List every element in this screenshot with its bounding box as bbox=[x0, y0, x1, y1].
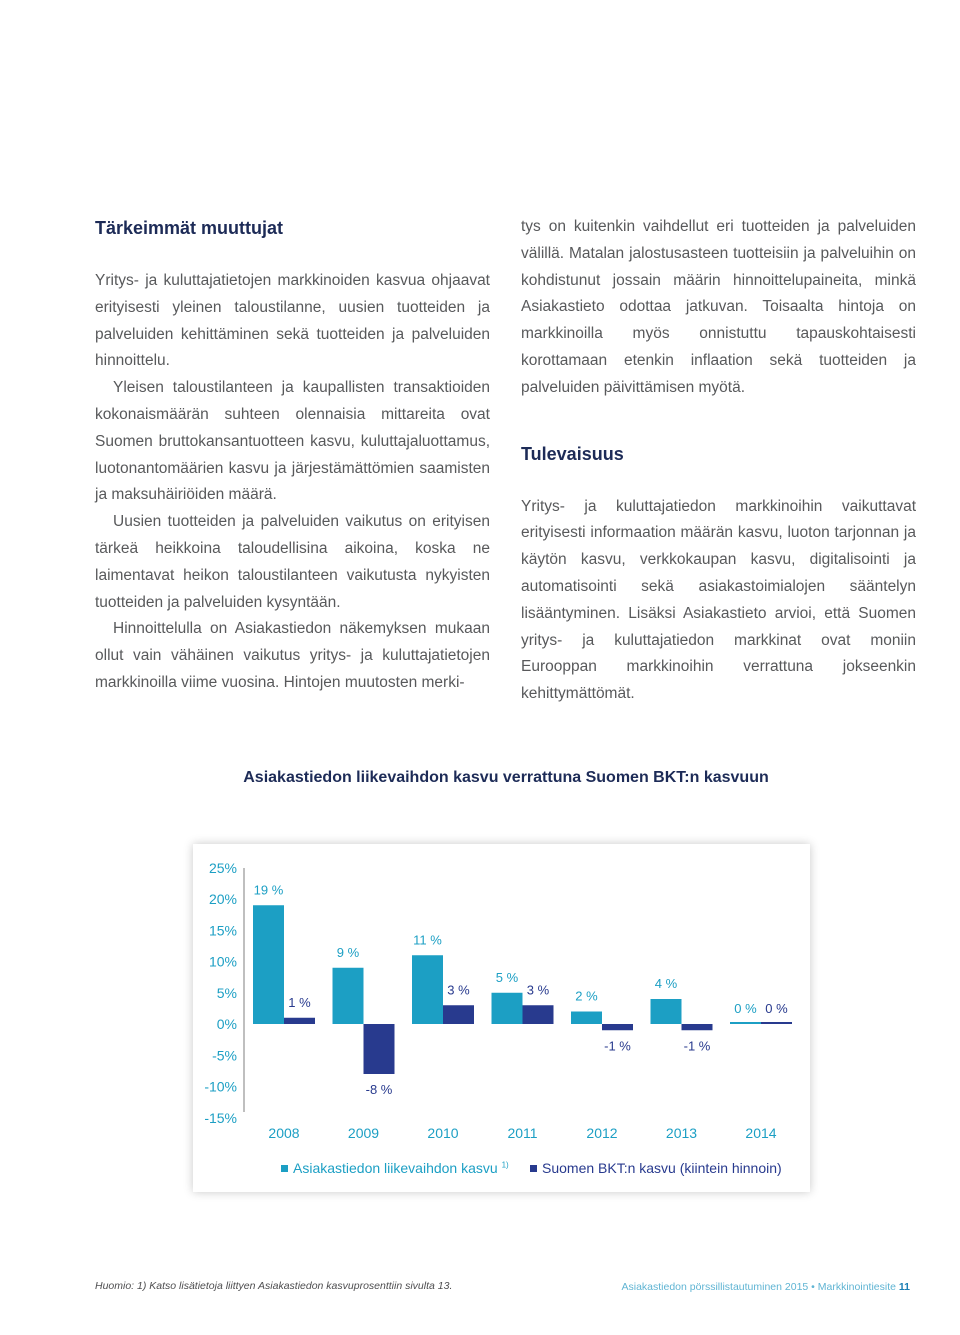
bar-revenue-2013 bbox=[651, 999, 682, 1024]
bar-revenue-2011 bbox=[492, 993, 523, 1024]
left-column bbox=[95, 214, 490, 697]
chart-panel bbox=[193, 844, 810, 1192]
paragraph: Yritys- ja kuluttajatiedon markkinoihin vaikuttavat erityisesti informaation määrän kasvu, luoton tarjonnan ja käytön kasvu, verkkokaupan kasvu, digitalisointi ja automatisointi sekä asiakastoimialojen sääntelyn lisääntyminen. Lisäksi Asiakastieto arvioi, että Suomen yritys- ja kuluttajatiedon markkinat ovat moniin Eurooppan markkinoihin verrattuna jokseenkin kehittymättömät. bbox=[521, 497, 916, 703]
y-tick-label: 25% bbox=[208, 859, 237, 876]
chart-title: Asiakastiedon liikevaihdon kasvu verrattuna Suomen BKT:n kasvuun bbox=[243, 769, 769, 786]
data-label: -8 % bbox=[365, 1082, 393, 1097]
document-title: Asiakastiedon pörssillistautuminen 2015 • Markkinointiesite bbox=[621, 1281, 896, 1293]
x-tick-label: 2012 bbox=[586, 1125, 618, 1141]
footnote: Huomio: 1) Katso lisätietoja liittyen Asiakastiedon kasvuprosenttiin sivulta 13. bbox=[95, 1280, 453, 1292]
bar-revenue-2010 bbox=[412, 955, 443, 1024]
legend-item-gdp bbox=[530, 1160, 782, 1176]
y-tick-label: 0% bbox=[216, 1016, 237, 1032]
y-tick-label: 5% bbox=[216, 984, 237, 1001]
data-label: 4 % bbox=[654, 976, 678, 991]
y-tick-label: 20% bbox=[208, 891, 237, 907]
legend-item-revenue bbox=[281, 1160, 509, 1176]
bar-gdp-2010 bbox=[443, 1005, 474, 1024]
bar-revenue-2012 bbox=[571, 1012, 602, 1025]
data-label: 19 % bbox=[253, 882, 284, 898]
bar-gdp-2009 bbox=[364, 1024, 395, 1074]
bar-gdp-2011 bbox=[523, 1005, 554, 1024]
bar-revenue-2008 bbox=[253, 905, 284, 1024]
legend-swatch bbox=[281, 1165, 288, 1172]
page-footer bbox=[621, 1281, 910, 1293]
data-label: 3 % bbox=[526, 982, 550, 998]
y-tick-label: -5% bbox=[212, 1047, 237, 1064]
x-tick-label: 2010 bbox=[427, 1125, 459, 1141]
data-label: 11 % bbox=[413, 932, 442, 948]
x-tick-label: 2009 bbox=[347, 1125, 380, 1141]
section-heading-main-variables: Tärkeimmät muuttujat bbox=[95, 218, 284, 238]
data-label: 9 % bbox=[336, 944, 360, 960]
paragraph: Hinnoittelulla on Asiakastiedon näkemyksen mukaan ollut vain vähäinen vaikutus yritys- ja kuluttajatietojen markkinoilla viime vuosina. Hintojen muutosten merki- bbox=[95, 620, 490, 691]
data-label: 2 % bbox=[575, 988, 598, 1004]
y-tick-label: -10% bbox=[204, 1078, 237, 1095]
data-label: -1 % bbox=[683, 1038, 711, 1054]
paragraph: Uusien tuotteiden ja palveluiden vaikutus on erityisen tärkeä heikkoina taloudellisina aikoina, koska ne laimentavat heikon taloustilanteen vaikutusta nykyisten tuotteiden ja palveluiden kysyntään. bbox=[95, 513, 490, 611]
x-tick-label: 2014 bbox=[745, 1125, 777, 1141]
paragraph: tys on kuitenkin vaihdellut eri tuotteiden ja palveluiden välillä. Matalan jalostusasteen tuotteisiin ja palveluihin on kohdistunut jossain määrin hinnoittelupaineita, minkä Asiakastieto odottaa jatkuvan. Toisaalta hintoja on markkinoilla myös onnistuttu tapauskohtaisesti korottamaan etenkin inflaation sekä tuotteiden ja palveluiden päivittämisen myötä. bbox=[521, 218, 916, 396]
x-tick-label: 2008 bbox=[268, 1125, 300, 1141]
bar-gdp-2014 bbox=[761, 1022, 792, 1024]
legend-label: Suomen BKT:n kasvu (kiintein hinnoin) bbox=[542, 1160, 782, 1176]
data-label: 5 % bbox=[495, 969, 519, 985]
data-label: 0 % bbox=[765, 1001, 788, 1016]
x-tick-label: 2011 bbox=[507, 1125, 538, 1141]
data-label: -1 % bbox=[604, 1038, 631, 1054]
section-heading-future: Tulevaisuus bbox=[521, 443, 624, 464]
y-tick-label: -15% bbox=[204, 1109, 237, 1126]
data-label: 1 % bbox=[288, 994, 311, 1010]
bar-revenue-2014 bbox=[730, 1022, 761, 1024]
bar-gdp-2008 bbox=[284, 1018, 315, 1024]
bar-revenue-2009 bbox=[333, 968, 364, 1024]
bar-gdp-2013 bbox=[682, 1024, 713, 1030]
data-label: 3 % bbox=[447, 982, 470, 998]
data-label: 0 % bbox=[734, 1001, 757, 1016]
legend-label: Asiakastiedon liikevaihdon kasvu bbox=[293, 1160, 498, 1176]
page-number: 11 bbox=[898, 1281, 910, 1293]
paragraph: Yleisen taloustilanteen ja kaupallisten transaktioiden kokonaismäärän suhteen olennaisia mittareita ovat Suomen bruttokansantuotteen kasvu, kuluttajaluottamus, luotonantomäärien kasvu ja järjestämättömien saamisten ja maksuhäiriöiden määrä. bbox=[95, 379, 490, 504]
bar-gdp-2012 bbox=[602, 1024, 633, 1030]
paragraph: Yritys- ja kuluttajatietojen markkinoiden kasvua ohjaavat erityisesti yleinen taloustilanne, uusien tuotteiden ja palveluiden kehittäminen sekä tuotteiden ja palveluiden hinnoittelu. bbox=[95, 272, 490, 370]
legend-footnote-mark: 1) bbox=[501, 1160, 509, 1170]
x-tick-label: 2013 bbox=[665, 1125, 698, 1141]
legend-swatch bbox=[530, 1165, 537, 1172]
bar-chart bbox=[193, 844, 810, 1192]
y-tick-label: 10% bbox=[208, 953, 237, 970]
y-tick-label: 15% bbox=[208, 922, 237, 939]
right-column bbox=[521, 214, 916, 708]
